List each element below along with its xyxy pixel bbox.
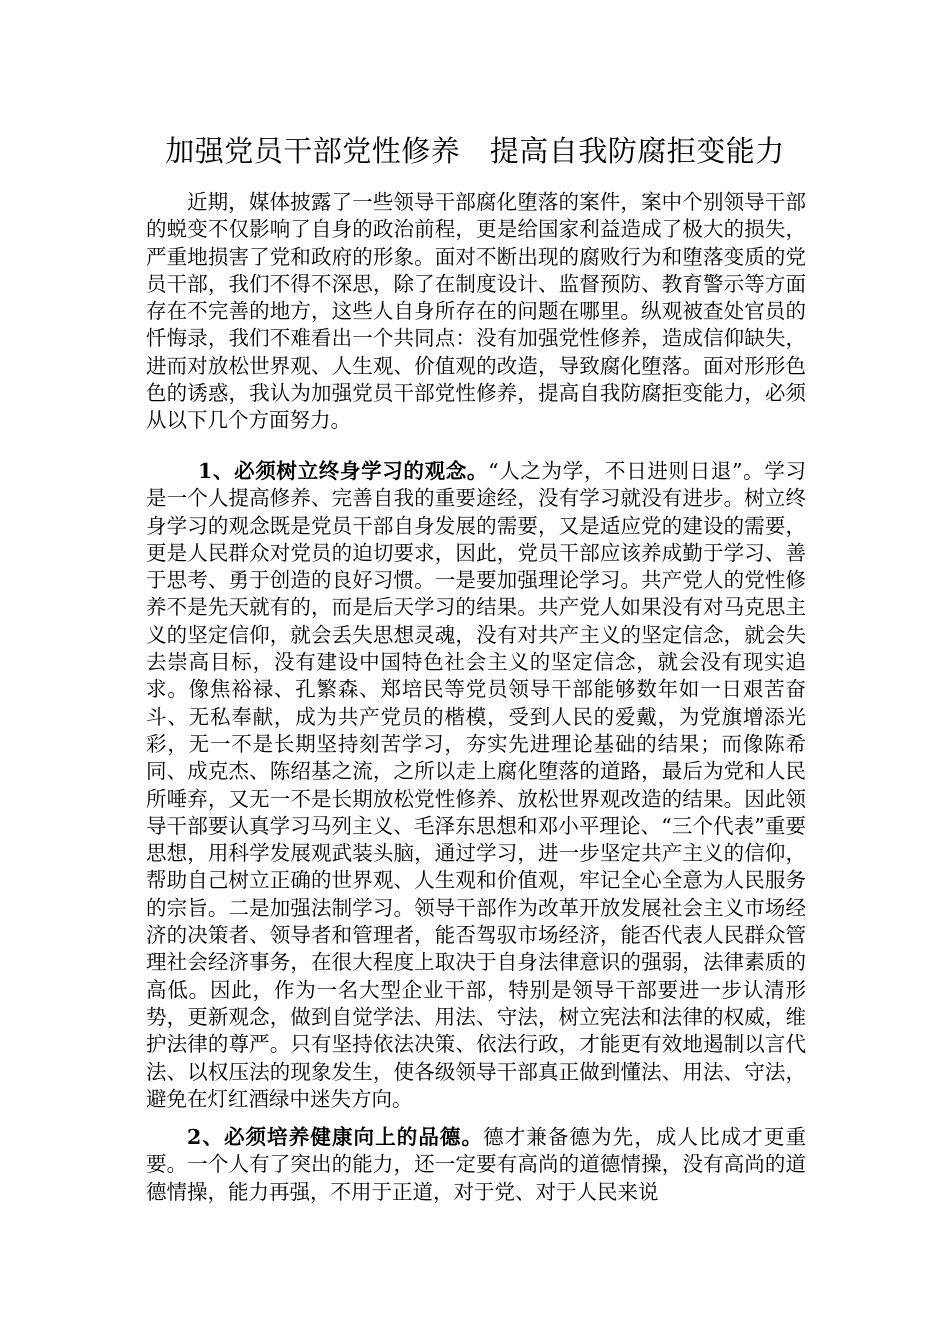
section-1-text: “人之为学，不日进则日退”。学习是一个人提高修养、完善自我的重要途经，没有学习就没有进步。树立终身学习的观念既是党员干部自身发展的需要，又是适应党的建设的需要，更是人民群众对党员的迫切要求，因此，党员干部应该养成勤于学习、善于思考、勇于创造的良好习惯。一是要加强理论学习。共产党人的党性修养不是先天就有的，而是后天学习的结果。共产党人如果没有对马克思主义的坚定信仰，就会丢失思想灵魂，没有对共产主义的坚定信念，就会失去崇高目标，没有建设中国特色社会主义的坚定信念，就会没有现实追求。像焦裕禄、孔繁森、郑培民等党员领导干部能够数年如一日艰苦奋斗、无私奉献，成为共产党员的楷模，受到人民的爱戴，为党旗增添光彩，无一不是长期坚持刻苦学习，夯实先进理论基础的结果；而像陈希同、成克杰、陈绍基之流，之所以走上腐化堕落的道路，最后为党和人民所唾弃，又无一不是长期放松党性修养、放松世界观改造的结果。因此领导干部要认真学习马列主义、毛泽东思想和邓小平理论、“三个代表”重要思想，用科学发展观武装头脑，通过学习，进一步坚定共产主义的信仰，帮助自己树立正确的世界观、人生观和价值观，牢记全心全意为人民服务的宗旨。二是加强法制学习。领导干部作为改革开放发展社会主义市场经济的决策者、领导者和管理者，能否驾驭市场经济，能否代表人民群众管理社会经济事务，在很大程度上取决于自身法律意识的强弱，法律素质的高低。因此，作为一名大型企业干部，特别是领导干部要进一步认清形势，更新观念，做到自觉学法、用法、守法，树立宪法和法律的权威，维护法律的尊严。只有坚持依法决策、依法行政，才能更有效地遏制以言代法、以权压法的现象发生，使各级领导干部真正做到懂法、用法、守法，避免在灯红酒绿中迷失方向。 <box>146 459 807 1111</box>
paragraph-section-2 <box>146 1124 806 1206</box>
paragraph-intro <box>146 189 806 435</box>
paragraph-intro-text: 近期，媒体披露了一些领导干部腐化堕落的案件，案中个别领导干部的蜕变不仅影响了自身的政治前程，更是给国家利益造成了极大的损失，严重地损害了党和政府的形象。面对不断出现的腐败行为和堕落变质的党员干部，我们不得不深思，除了在制度设计、监督预防、教育警示等方面存在不完善的地方，这些人自身所存在的问题在哪里。纵观被查处官员的忏悔录，我们不难看出一个共同点：没有加强党性修养，造成信仰缺失，进而对放松世界观、人生观、价值观的改造，导致腐化堕落。面对形形色色的诱惑，我认为加强党员干部党性修养，提高自我防腐拒变能力，必须从以下几个方面努力。 <box>146 190 806 433</box>
section-2-heading: 2、必须培养健康向上的品德。 <box>187 1125 484 1149</box>
section-2-text: 德才兼备德为先，成人比成才更重要。一个人有了突出的能力，还一定要有高尚的道德情操，没有高尚的道德情操，能力再强，不用于正道，对于党、对于人民来说 <box>146 1125 807 1204</box>
paragraph-section-1 <box>146 458 806 1113</box>
document-title: 加强党员干部党性修养 提高自我防腐拒变能力 <box>165 134 785 168</box>
section-1-heading: 1、必须树立终身学习的观念。 <box>198 459 489 483</box>
